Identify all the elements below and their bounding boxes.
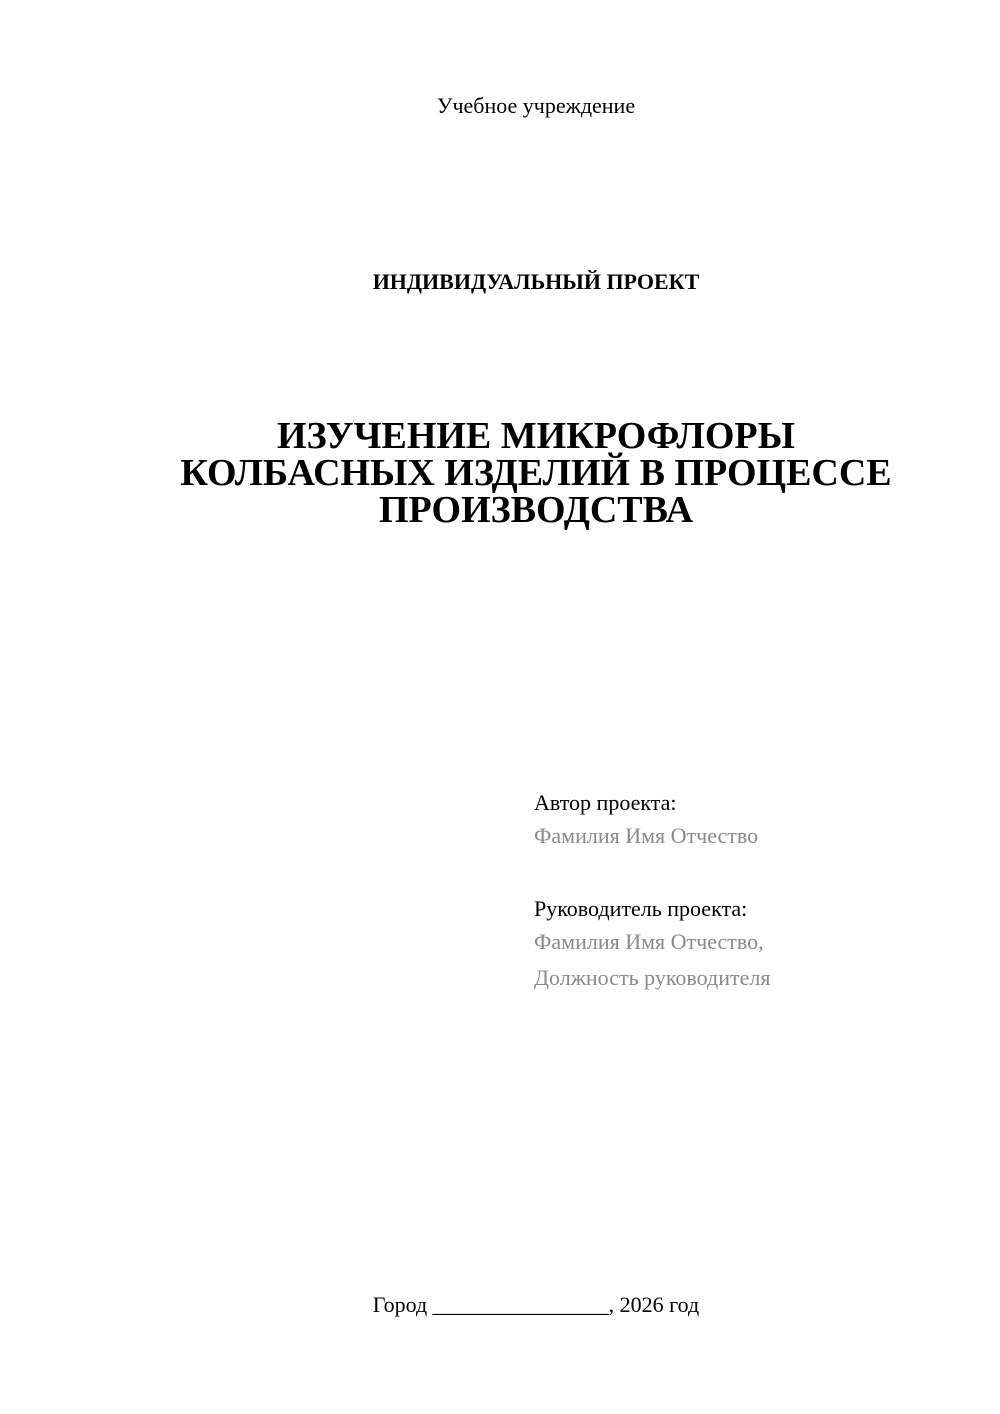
project-type-heading: ИНДИВИДУАЛЬНЫЙ ПРОЕКТ — [372, 269, 700, 294]
institution-name: Учебное учреждение — [436, 93, 636, 118]
project-title — [100, 415, 972, 531]
supervisor-name: Фамилия Имя Отчество, — [534, 929, 764, 954]
project-title-line-3: ПРОИЗВОДСТВА — [378, 489, 694, 531]
author-name: Фамилия Имя Отчество — [534, 823, 759, 848]
supervisor-position: Должность руководителя — [534, 965, 771, 990]
city-year-line: Город ________________, 2026 год — [372, 1292, 700, 1317]
project-title-line-2: КОЛБАСНЫХ ИЗДЕЛИЙ В ПРОЦЕССЕ — [180, 452, 892, 494]
authors-block — [534, 788, 974, 996]
author-label: Автор проекта: — [534, 790, 677, 815]
project-title-line-1: ИЗУЧЕНИЕ МИКРОФЛОРЫ — [277, 415, 795, 457]
supervisor-label: Руководитель проекта: — [534, 896, 748, 921]
